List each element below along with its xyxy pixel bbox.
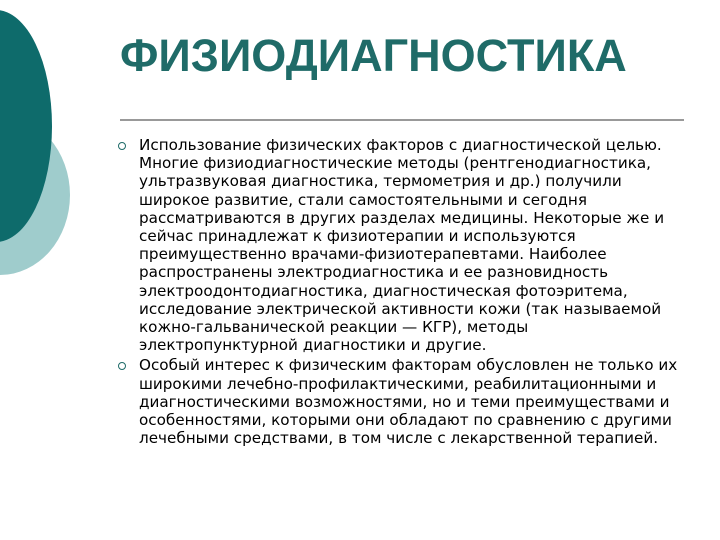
hollow-circle-bullet-icon <box>118 142 126 150</box>
bullet-item-2 <box>116 356 696 447</box>
title-divider <box>120 119 684 121</box>
bullet-item-1 <box>116 136 696 354</box>
hollow-circle-bullet-icon <box>118 362 126 370</box>
bullet-list <box>116 136 696 449</box>
bullet-text-2: Особый интерес к физическим факторам обусловлен не только их широкими лечебно-профилактическими, реабилитационными и диагностическими возможностями, но и теми преимуществами и особенностями, которыми они обладают по сравнению с другими лечебными средствами, в том числе с лекарственной терапией. <box>139 356 678 448</box>
slide-title: ФИЗИОДИАГНОСТИКА <box>120 30 627 81</box>
bullet-text-1: Использование физических факторов с диагностической целью. Многие физиодиагностические методы (рентгенодиагностика, ультразвуковая диагностика, термометрия и др.) получили широкое развитие, стали самостоятельными и сегодня рассматриваются в других разделах медицины. Некоторые же и сейчас принадлежат к физиотерапии и используются преимущественно врачами-физиотерапевтами. Наиболее распространены электродиагностика и ее разновидность электроодонтодиагностика, диагностическая фотоэритема, исследование электрической активности кожи (так называемой кожно-гальванической реакции — КГР), методы электропунктурной диагностики и другие. <box>139 136 665 355</box>
